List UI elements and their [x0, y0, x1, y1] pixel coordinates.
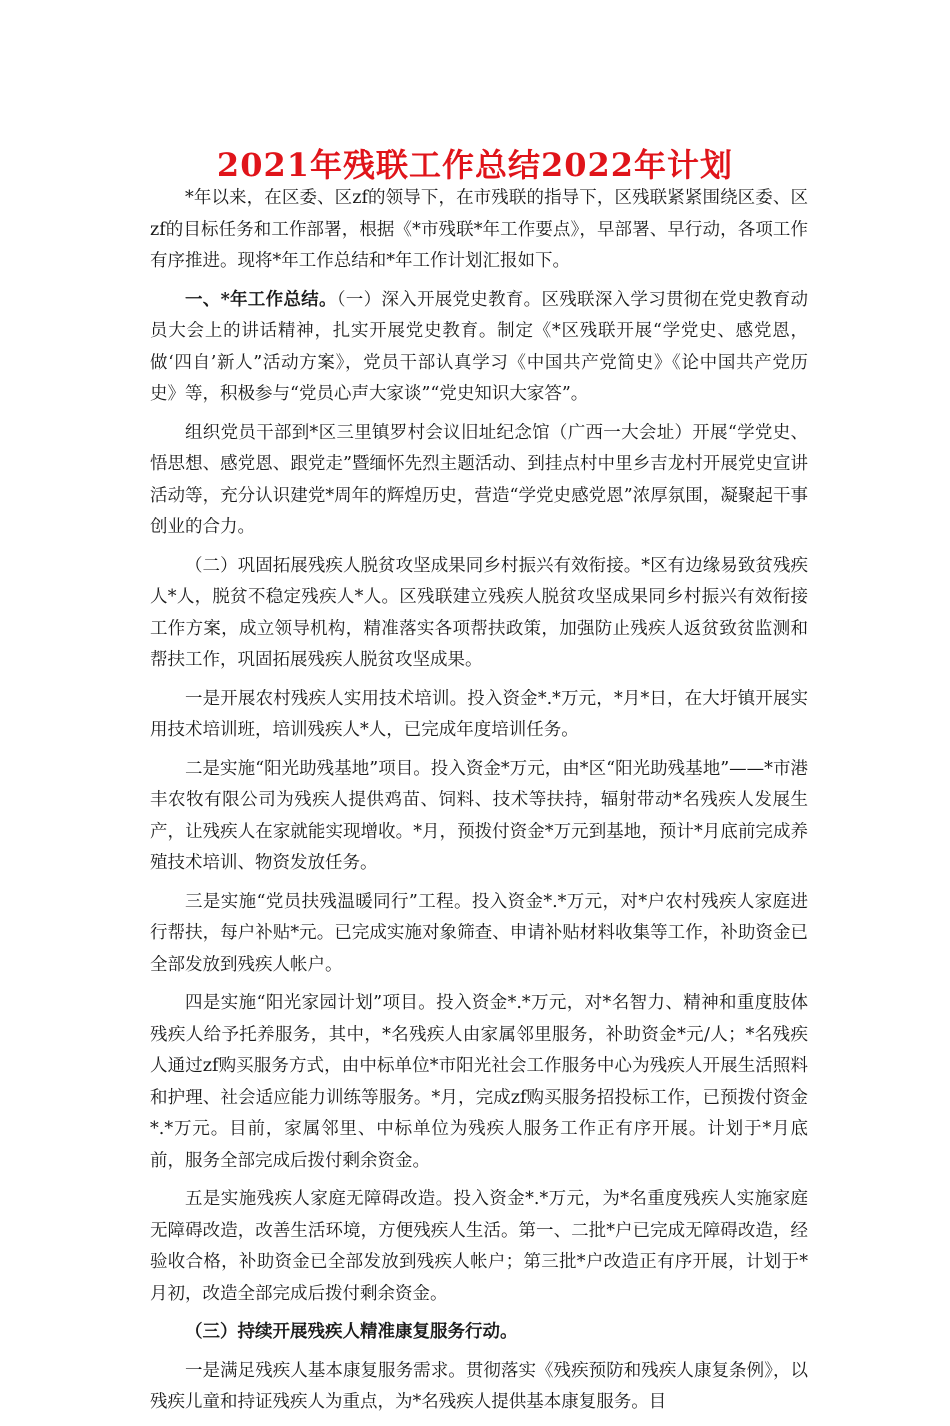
paragraph: [150, 684, 808, 747]
paragraph: [150, 418, 808, 544]
paragraph-heading: （三）持续开展残疾人精准康复服务行动。: [185, 1322, 518, 1342]
paragraph-text: （一）深入开展党史教育。区残联深入学习贯彻在党史教育动员大会上的讲话精神，扎实开展党史教育。制定《*区残联开展“学党史、感党恩，做‘四自’新人”活动方案》，党员干部认真学习《中国共产党简史》《论中国共产党历史》等，积极参与“党员心声大家谈”“党史知识大家答”。: [150, 289, 808, 404]
paragraph-text: 五是实施残疾人家庭无障碍改造。投入资金*.*万元，为*名重度残疾人实施家庭无障碍改造，改善生活环境，方便残疾人生活。第一、二批*户已完成无障碍改造，经验收合格，补助资金已全部发放到残疾人帐户；第三批*户改造正有序开展，计划于*月初，改造全部完成后拨付剩余资金。: [150, 1189, 808, 1304]
paragraph-text: 组织党员干部到*区三里镇罗村会议旧址纪念馆（广西一大会址）开展“学党史、悟思想、感党恩、跟党走”暨缅怀先烈主题活动、到挂点村中里乡吉龙村开展党史宣讲活动等，充分认识建党*周年的辉煌历史，营造“学党史感党恩”浓厚氛围，凝聚起干事创业的合力。: [150, 422, 808, 537]
document-title: 2021年残联工作总结2022年计划: [216, 146, 734, 184]
paragraph: [150, 887, 808, 982]
paragraph-text: 一是满足残疾人基本康复服务需求。贯彻落实《残疾预防和残疾人康复条例》，以残疾儿童和持证残疾人为重点，为*名残疾人提供基本康复服务。目: [150, 1360, 808, 1412]
paragraph-text: *年以来，在区委、区zf的领导下，在市残联的指导下，区残联紧紧围绕区委、区zf的目标任务和工作部署，根据《*市残联*年工作要点》，早部署、早行动，各项工作有序推进。现将*年工作总结和*年工作计划汇报如下。: [150, 188, 808, 271]
paragraph: [150, 551, 808, 677]
paragraph: [150, 1184, 808, 1310]
paragraph: [150, 754, 808, 880]
paragraph-text: 一是开展农村残疾人实用技术培训。投入资金*.*万元，*月*日，在大圩镇开展实用技术培训班，培训残疾人*人，已完成年度培训任务。: [150, 688, 808, 740]
paragraph-text: 四是实施“阳光家园计划”项目。投入资金*.*万元，对*名智力、精神和重度肢体残疾人给予托养服务，其中，*名残疾人由家属邻里服务，补助资金*元/人；*名残疾人通过zf购买服务方式，由中标单位*市阳光社会工作服务中心为残疾人开展生活照料和护理、社会适应能力训练等服务。*月，完成zf购买服务招投标工作，已预拨付资金*.*万元。目前，家属邻里、中标单位为残疾人服务工作正有序开展。计划于*月底前，服务全部完成后拨付剩余资金。: [150, 993, 808, 1171]
paragraph: [150, 988, 808, 1177]
paragraph-text: （二）巩固拓展残疾人脱贫攻坚成果同乡村振兴有效衔接。*区有边缘易致贫残疾人*人，脱贫不稳定残疾人*人。区残联建立残疾人脱贫攻坚成果同乡村振兴有效衔接工作方案，成立领导机构，精准落实各项帮扶政策，加强防止残疾人返贫致贫监测和帮扶工作，巩固拓展残疾人脱贫攻坚成果。: [150, 555, 808, 670]
paragraph-text: 二是实施“阳光助残基地”项目。投入资金*万元，由*区“阳光助残基地”——*市港丰农牧有限公司为残疾人提供鸡苗、饲料、技术等扶持，辐射带动*名残疾人发展生产，让残疾人在家就能实现增收。*月，预拨付资金*万元到基地，预计*月底前完成养殖技术培训、物资发放任务。: [150, 758, 808, 873]
paragraph: [150, 285, 808, 411]
document-body: [150, 183, 808, 1426]
paragraph-text: 三是实施“党员扶残温暖同行”工程。投入资金*.*万元，对*户农村残疾人家庭进行帮扶，每户补贴*元。已完成实施对象筛查、申请补贴材料收集等工作，补助资金已全部发放到残疾人帐户。: [150, 891, 808, 975]
paragraph: [150, 1356, 808, 1419]
paragraph: [150, 183, 808, 278]
paragraph-heading: 一、*年工作总结。: [185, 289, 337, 310]
